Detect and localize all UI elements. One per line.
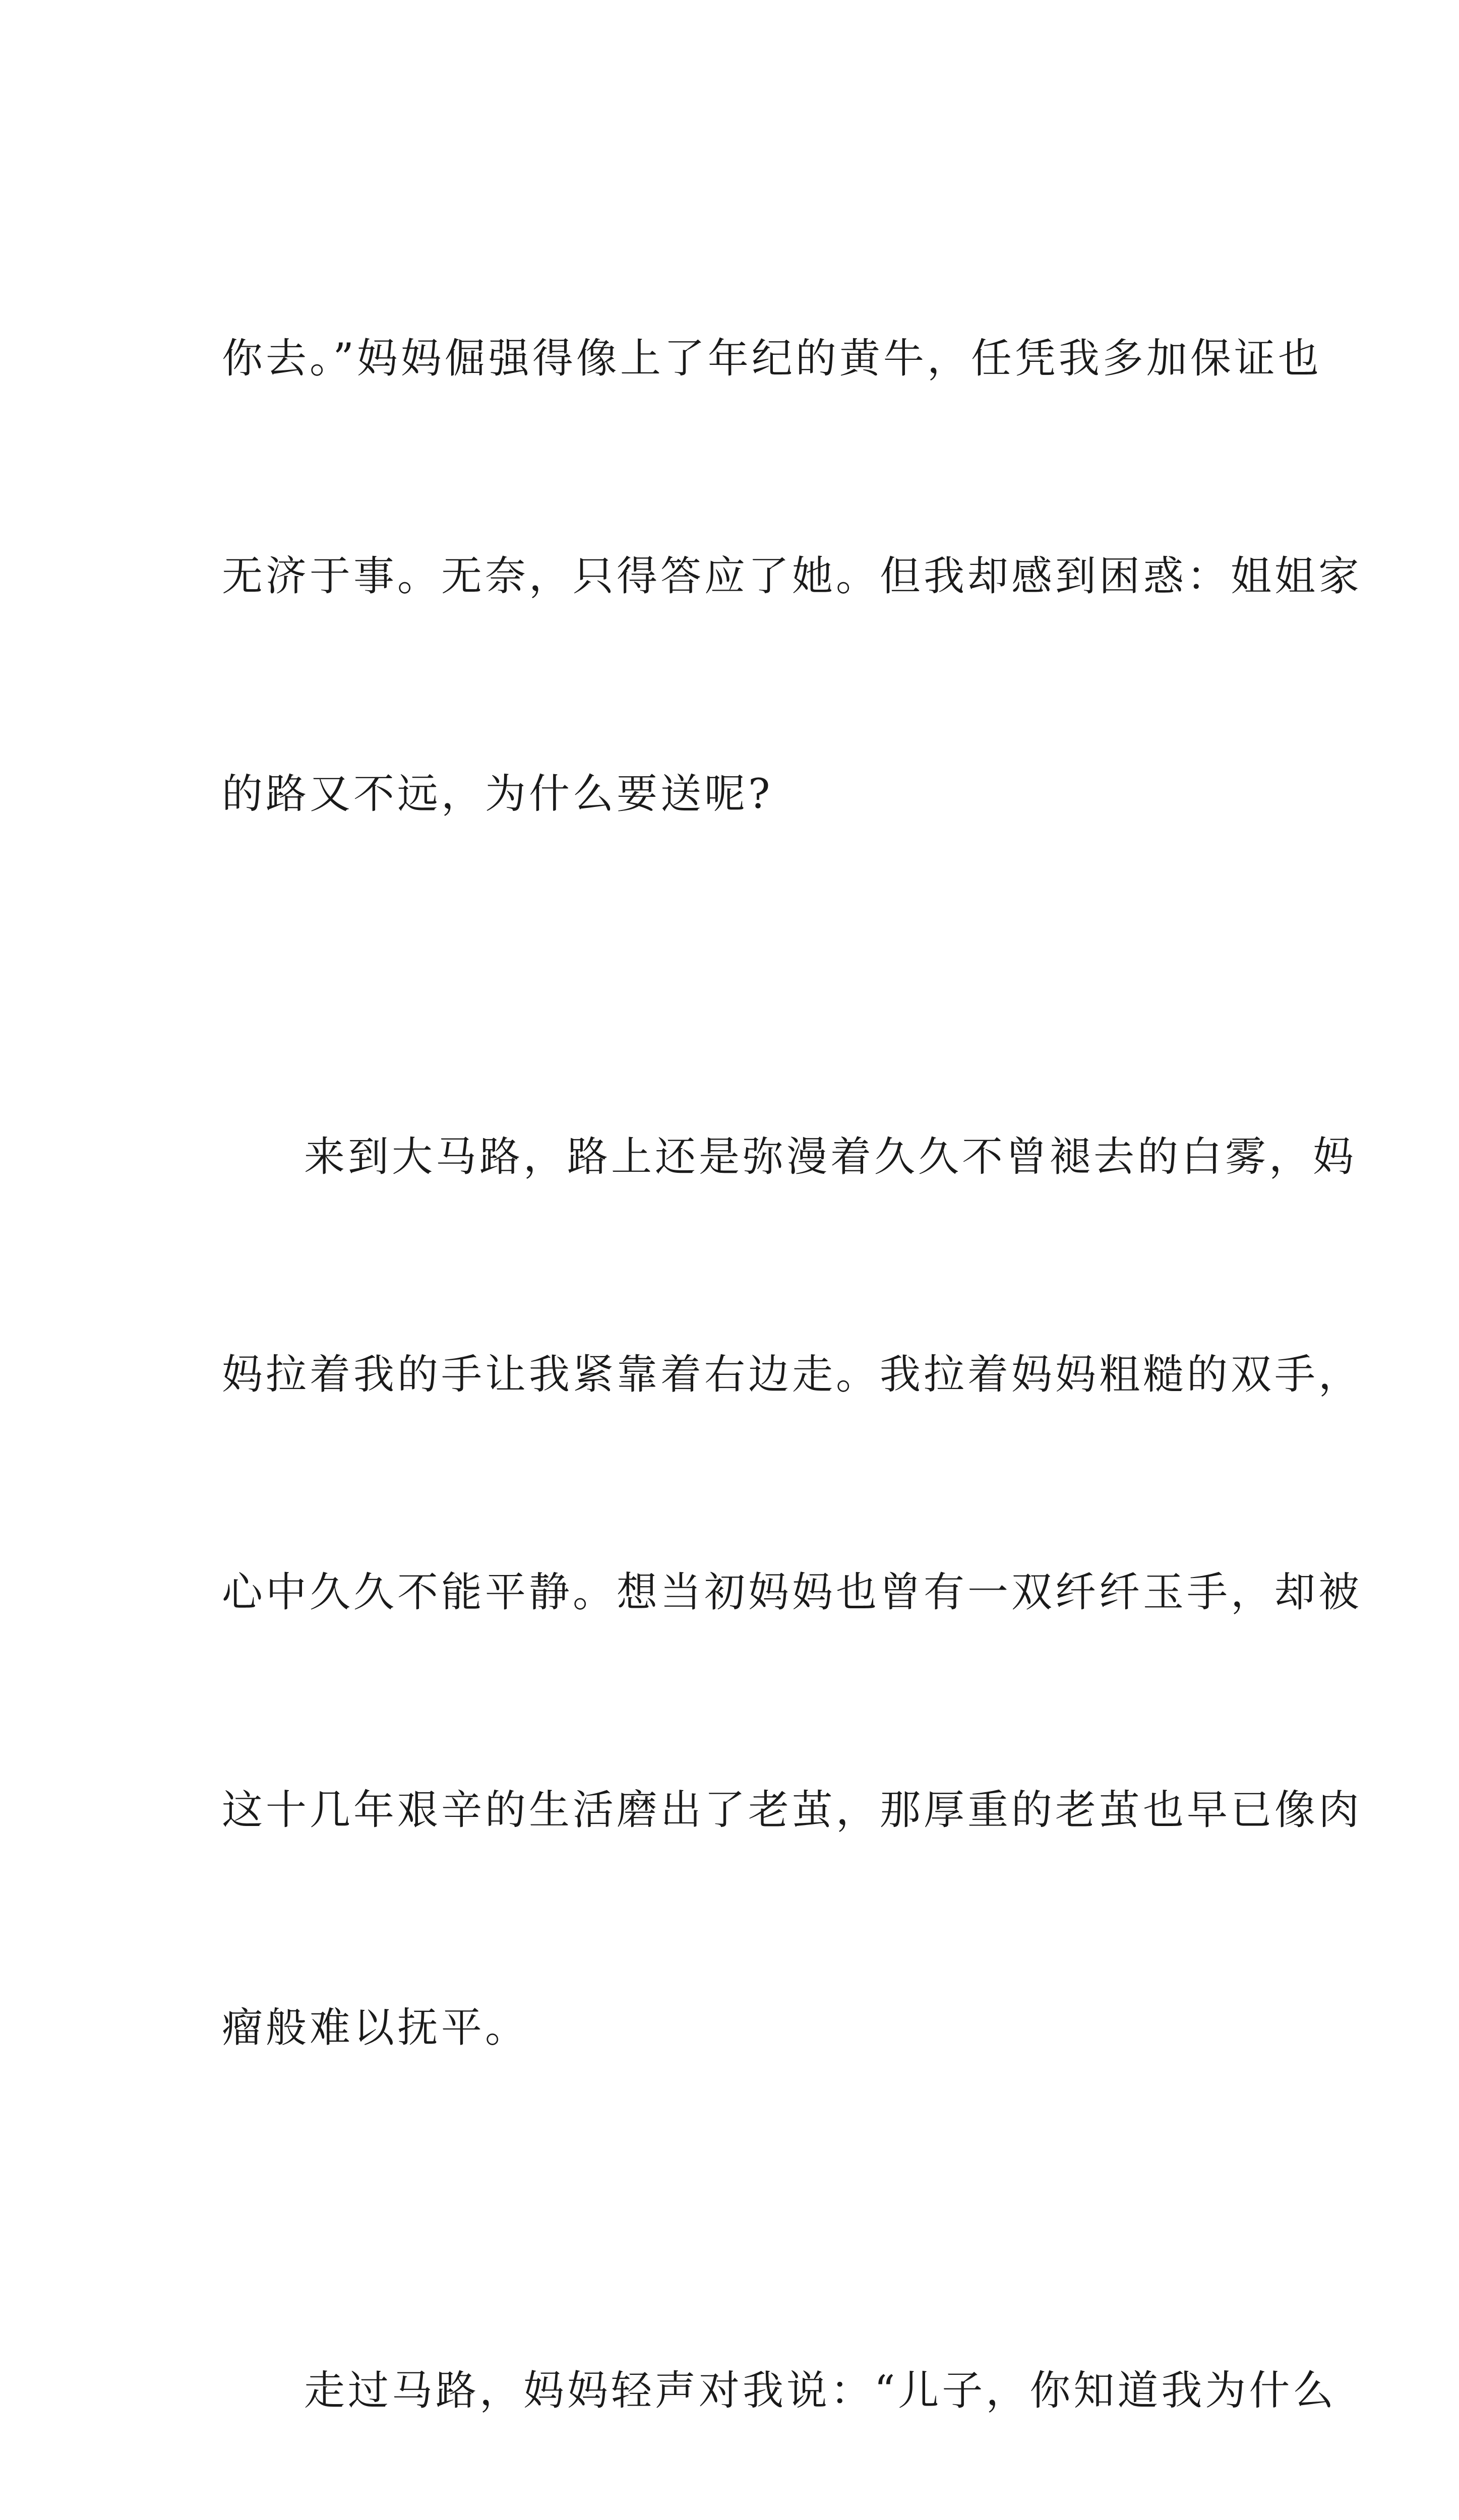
text-line: 来到大马路，路上还是弥漫着久久不曾褪去的白雾，妈: [304, 1133, 1357, 1181]
paragraph: [222, 2210, 1337, 2520]
paragraph: [222, 177, 1363, 976]
paragraph: [222, 976, 1363, 2210]
text-line: 心中久久不能平静。想当初妈妈也曾有一双纤纤玉手，却被: [222, 1569, 1363, 1616]
text-line: 这十几年艰辛的生活磨出了老茧，那厚重的老茧也早已像肉: [222, 1787, 1363, 1834]
text-line: 你去。”妈妈倔强得像上了年纪的黄牛，任凭我多加保证也: [222, 335, 1322, 383]
text-line: 妈拉着我的手让我紧靠着右边走。我拉着妈妈粗糙的双手，: [222, 1351, 1363, 1399]
text-line: 走过马路，妈妈轻声对我说：“儿子，你知道我为什么: [304, 2367, 1337, 2415]
text-line: 无济于事。无奈，只得答应了她。但我却感到困惑：姐姐家: [222, 553, 1363, 600]
document-body: [222, 177, 1363, 2520]
text-line: 的路又不远，为什么要送呢?: [222, 771, 773, 818]
text-line: 瘤般难以抚平。: [222, 2004, 529, 2052]
